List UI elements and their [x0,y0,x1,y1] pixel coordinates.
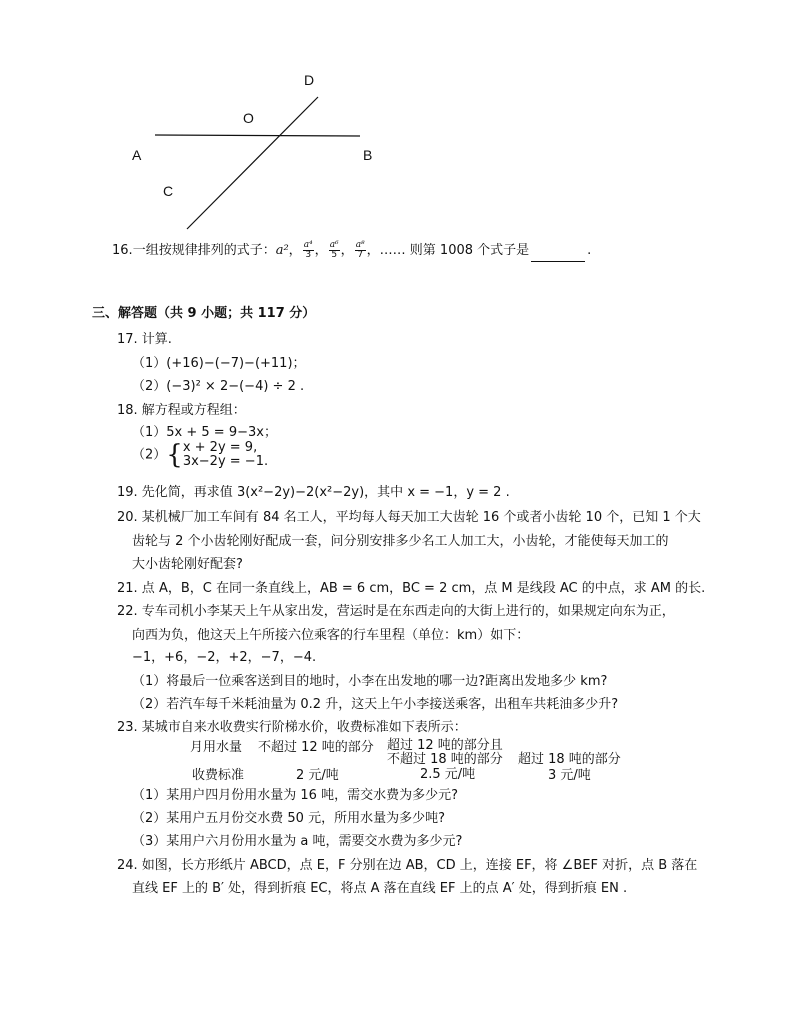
table-price-tier-3: 3 元/吨 [548,768,591,783]
section-3-title: 三、解答题（共 9 小题；共 117 分） [92,306,316,321]
fraction-2: $\frac{\text{a⁶}}{5}$ [329,240,339,260]
question-23-item-2: （2）某用户五月份交水费 50 元，所用水量为多少吨? [132,811,445,826]
table-header-tier-3: 超过 18 吨的部分 [518,752,621,767]
label-b: B [363,147,373,163]
question-17-item-2: （2）(−3)² × 2−(−4) ÷ 2 . [132,379,305,394]
intersecting-lines-figure [120,60,400,240]
answer-blank [531,249,585,262]
question-20-line-3: 大小齿轮刚好配套? [132,557,243,572]
table-header-usage: 月用水量 [190,740,243,755]
question-22-line-2: 向西为负，他这天上午所接六位乘客的行车里程（单位：km）如下： [132,628,530,643]
table-header-tier-1: 不超过 12 吨的部分 [258,740,374,755]
table-header-tier-2b: 不超过 18 吨的部分 [387,752,503,767]
question-22-item-2: （2）若汽车每千米耗油量为 0.2 升，这天上午小李接送乘客，出租车共耗油多少升? [132,697,619,712]
table-price-tier-1: 2 元/吨 [296,768,339,783]
table-label-price: 收费标准 [192,768,245,783]
question-22-line-1: 22. 专车司机小李某天上午从家出发，营运时是在东西走向的大街上进行的，如果规定向东为正， [117,604,675,619]
table-price-tier-2: 2.5 元/吨 [420,767,476,782]
label-d: D [304,72,315,88]
question-20-line-2: 齿轮与 2 个小齿轮刚好配成一套，问分别安排多少名工人加工大，小齿轮，才能使每天加工的 [132,534,669,549]
question-21: 21. 点 A，B，C 在同一条直线上，AB = 6 cm，BC = 2 cm，点 M 是线段 AC 的中点，求 AM 的长. [117,581,706,596]
question-20-line-1: 20. 某机械厂加工车间有 84 名工人，平均每人每天加工大齿轮 16 个或者小齿轮 10 个，已知 1 个大 [117,510,701,525]
question-18-item-2: （2）{ x + 2y = 9, 3x−2y = −1. [132,440,269,470]
equation-system: x + 2y = 9, 3x−2y = −1. [182,440,269,469]
brace: { [166,440,183,470]
question-23-item-3: （3）某用户六月份用水量为 a 吨，需要交水费为多少元? [132,834,463,849]
question-17-item-1: （1）(+16)−(−7)−(+11)； [132,356,306,371]
question-19: 19. 先化简，再求值 3(x²−2y)−2(x²−2y)，其中 x = −1，y = 2 . [117,485,510,500]
question-16: 16.一组按规律排列的式子：a²， $\frac{\text{a⁴}}{3}$ ， $\frac{\text{a⁶}}{5}$ ， $\frac{\text{a⁸}}{7}$ ，…… 则第 1008 个式子是 . [112,240,592,260]
question-17-title: 17. 计算. [117,332,172,347]
question-22-line-3: −1，+6，−2，+2，−7，−4. [132,650,317,665]
fraction-1: $\frac{\text{a⁴}}{3}$ [303,240,313,260]
question-24-line-1: 24. 如图，长方形纸片 ABCD，点 E，F 分别在边 AB，CD 上，连接 EF，将 ∠BEF 对折，点 B 落在 [117,858,698,873]
question-18-item-1: （1）5x + 5 = 9−3x； [132,425,277,440]
line-ab [155,135,360,136]
question-23-intro: 23. 某城市自来水收费实行阶梯水价，收费标准如下表所示： [117,720,467,735]
question-18-title: 18. 解方程或方程组： [117,403,246,418]
water-price-table [180,734,640,783]
question-24-line-2: 直线 EF 上的 B′ 处，得到折痕 EC，将点 A 落在直线 EF 上的点 A′ 处，得到折痕 EN . [132,881,628,896]
label-o: O [243,110,254,126]
fraction-3: $\frac{\text{a⁸}}{7}$ [355,240,365,260]
label-c: C [163,183,174,199]
question-23-item-1: （1）某用户四月份用水量为 16 吨，需交水费为多少元? [132,788,458,803]
question-22-item-1: （1）将最后一位乘客送到目的地时，小李在出发地的哪一边?距离出发地多少 km? [132,674,608,689]
table-header-tier-2a: 超过 12 吨的部分且 [387,738,503,753]
label-a: A [132,147,142,163]
